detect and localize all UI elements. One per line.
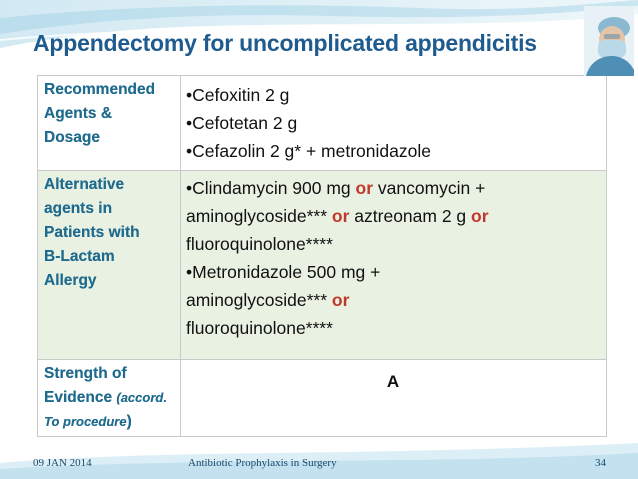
agent-text: •Clindamycin 900 mg: [186, 178, 356, 198]
label-line: Recommended: [44, 81, 156, 98]
label-note: To procedure: [44, 414, 127, 429]
row-label-evidence: [38, 360, 181, 437]
label-line: Alternative: [44, 176, 125, 193]
agent-item: •Cefazolin 2 g* + metronidazole: [186, 141, 431, 161]
table-row-evidence: [38, 360, 607, 437]
agent-text: vancomycin +: [373, 178, 486, 198]
label-line: [44, 410, 176, 434]
label-line: B-Lactam: [44, 248, 115, 265]
label-line: Strength of: [44, 365, 127, 382]
agent-text: aztreonam 2 g: [349, 206, 472, 226]
agent-item: •Cefoxitin 2 g: [186, 85, 290, 105]
slide-number: 34: [595, 457, 606, 469]
agent-line: fluoroquinolone****: [186, 318, 333, 338]
surgeon-photo: [584, 6, 634, 76]
label-line: Allergy: [44, 272, 97, 289]
evidence-grade-cell: [181, 360, 607, 437]
alternative-agents-cell: [181, 171, 607, 360]
label-text: Evidence: [44, 389, 117, 406]
agent-item: •Cefotetan 2 g: [186, 113, 298, 133]
label-line: Dosage: [44, 129, 100, 146]
evidence-grade: A: [386, 372, 400, 391]
label-line: agents in: [44, 200, 113, 217]
or-conjunction: or: [331, 290, 350, 310]
agent-line: fluoroquinolone****: [186, 234, 333, 254]
or-conjunction: or: [471, 206, 489, 226]
agent-text: aminoglycoside***: [186, 206, 332, 226]
row-label-alternative: [38, 171, 181, 360]
row-label-recommended: [38, 76, 181, 171]
slide-title: Appendectomy for uncomplicated appendicitis: [33, 30, 537, 56]
label-note: (accord.: [116, 390, 167, 405]
or-conjunction: or: [331, 206, 350, 226]
label-line: Patients with: [44, 224, 140, 241]
footer-date: 09 JAN 2014: [33, 457, 92, 469]
or-conjunction: or: [355, 178, 374, 198]
agent-text: aminoglycoside***: [186, 290, 332, 310]
label-line: [44, 386, 176, 410]
label-line: Agents &: [44, 105, 113, 122]
agent-line: •Metronidazole 500 mg +: [186, 262, 381, 282]
agent-line: [186, 174, 600, 202]
label-text: ): [126, 413, 132, 430]
agent-line: [186, 286, 600, 314]
prophylaxis-table: [37, 75, 607, 437]
table-row-alternative: [38, 171, 607, 360]
footer-title: Antibiotic Prophylaxis in Surgery: [188, 457, 337, 469]
agent-line: [186, 202, 600, 230]
table-row-recommended: [38, 76, 607, 171]
recommended-agents-cell: [181, 76, 607, 171]
